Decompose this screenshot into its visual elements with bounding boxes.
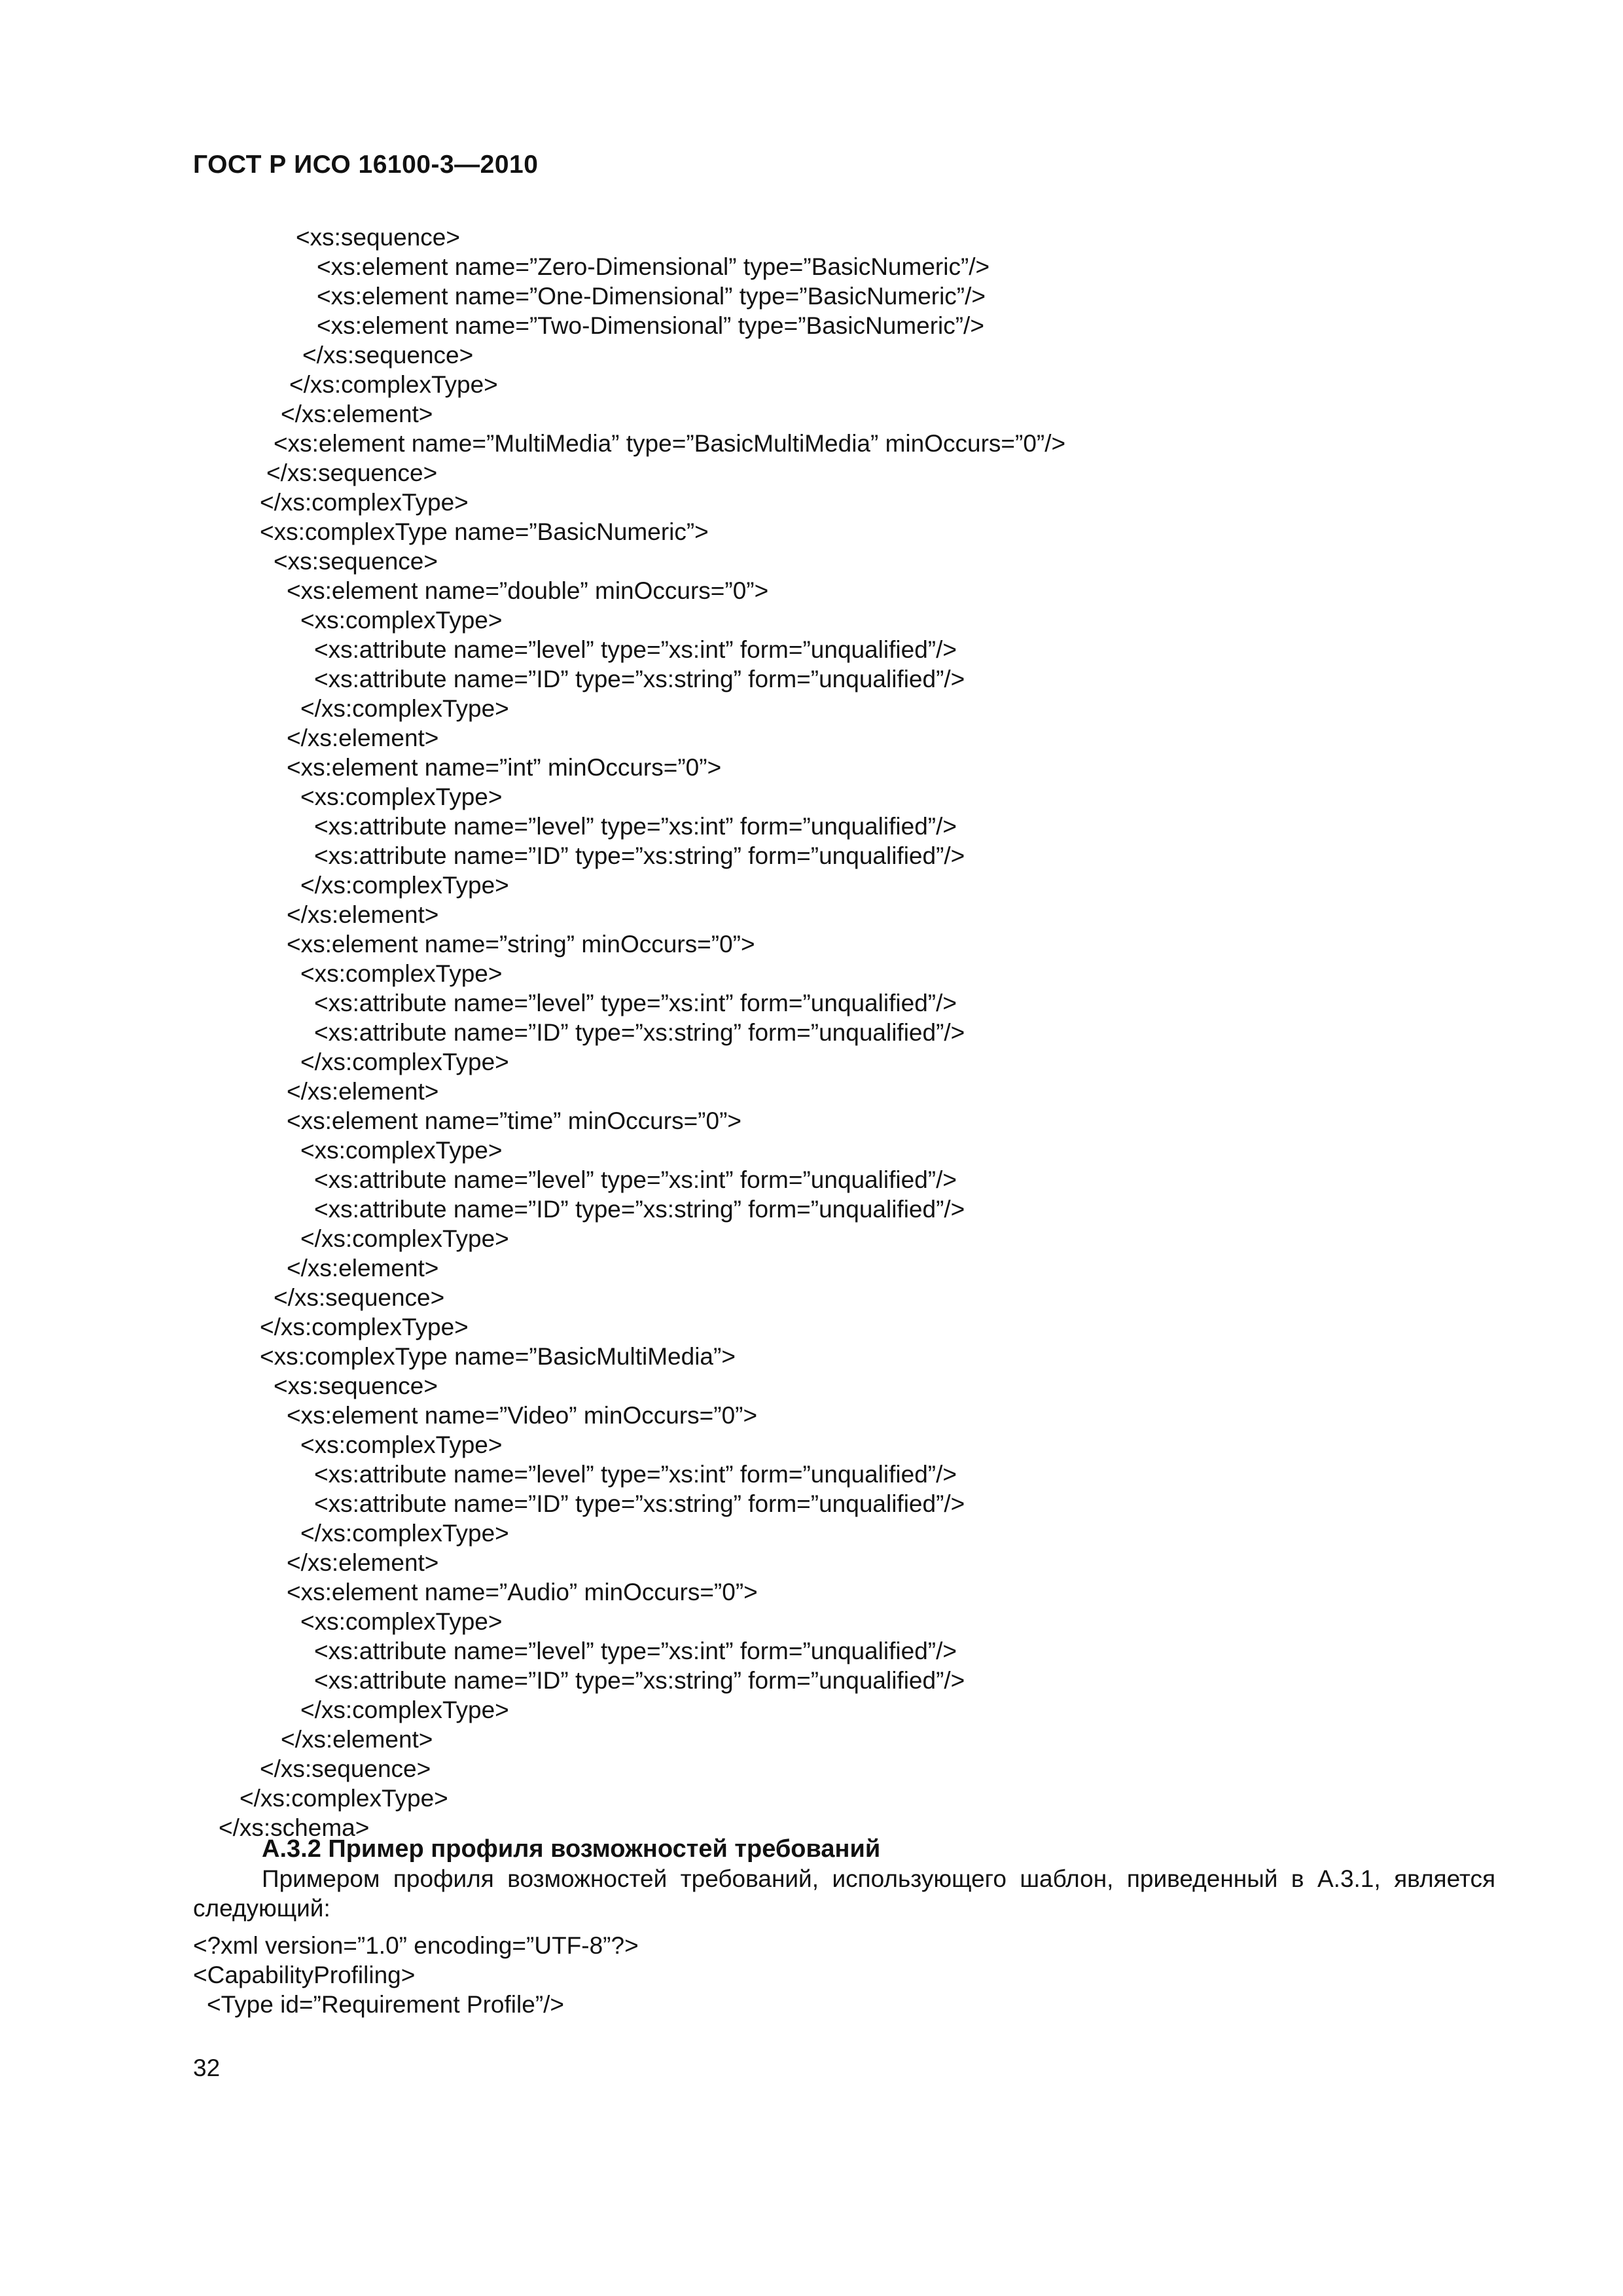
code-line: <xs:complexType> (300, 960, 503, 987)
code-line: <xs:element name=”Audio” minOccurs=”0”> (287, 1579, 758, 1605)
code-line: <xs:element name=”Zero-Dimensional” type=”BasicNumeric”/> (317, 253, 990, 280)
code-line: <xs:attribute name=”ID” type=”xs:string” form=”unqualified”/> (314, 1667, 965, 1694)
code-line: <xs:attribute name=”level” type=”xs:int” form=”unqualified”/> (314, 636, 957, 663)
page-number: 32 (193, 2054, 221, 2081)
code-line: <xs:complexType> (300, 1608, 503, 1635)
code-line: </xs:complexType> (300, 1225, 509, 1252)
code-line: </xs:element> (287, 901, 439, 928)
code-line: </xs:element> (281, 401, 433, 427)
code-line: </xs:sequence> (260, 1755, 431, 1782)
code-line: <xs:attribute name=”ID” type=”xs:string” form=”unqualified”/> (314, 1490, 965, 1517)
code-line: <xs:sequence> (274, 548, 438, 575)
code-line: <xs:attribute name=”level” type=”xs:int” form=”unqualified”/> (314, 990, 957, 1016)
code-line: <xs:complexType> (300, 607, 503, 634)
code-line: <CapabilityProfiling> (193, 1962, 416, 1988)
code-line: </xs:complexType> (260, 489, 469, 516)
code-line: </xs:complexType> (300, 1520, 509, 1547)
code-line: <xs:attribute name=”level” type=”xs:int” form=”unqualified”/> (314, 1638, 957, 1664)
code-line: <?xml version=”1.0” encoding=”UTF-8”?> (193, 1932, 639, 1959)
code-line: <xs:complexType> (300, 1137, 503, 1164)
code-line: </xs:sequence> (274, 1284, 445, 1311)
code-line: </xs:element> (281, 1726, 433, 1753)
code-line: <xs:complexType> (300, 1431, 503, 1458)
code-line: </xs:complexType> (300, 1049, 509, 1075)
code-line: <xs:element name=”MultiMedia” type=”BasicMultiMedia” minOccurs=”0”/> (274, 430, 1066, 457)
page-header-doc-code: ГОСТ Р ИСО 16100-3—2010 (193, 151, 539, 179)
code-line: </xs:element> (287, 1078, 439, 1105)
code-line: <xs:element name=”int” minOccurs=”0”> (287, 754, 722, 781)
code-line: </xs:sequence> (266, 459, 438, 486)
code-line: <xs:attribute name=”level” type=”xs:int” form=”unqualified”/> (314, 813, 957, 840)
code-line: </xs:complexType> (260, 1314, 469, 1340)
code-line: </xs:sequence> (302, 342, 474, 368)
code-line: <xs:attribute name=”level” type=”xs:int” form=”unqualified”/> (314, 1461, 957, 1488)
code-line: </xs:complexType> (289, 371, 498, 398)
code-line: </xs:complexType> (300, 1696, 509, 1723)
code-line: </xs:complexType> (300, 872, 509, 899)
code-line: </xs:element> (287, 1255, 439, 1282)
code-line: <xs:complexType name=”BasicMultiMedia”> (260, 1343, 736, 1370)
code-line: <xs:element name=”Two-Dimensional” type=”BasicNumeric”/> (317, 312, 984, 339)
code-line: <xs:element name=”Video” minOccurs=”0”> (287, 1402, 758, 1429)
code-line: <xs:complexType name=”BasicNumeric”> (260, 518, 709, 545)
code-line: </xs:element> (287, 1549, 439, 1576)
code-line: </xs:complexType> (300, 695, 509, 722)
code-line: <xs:attribute name=”ID” type=”xs:string” form=”unqualified”/> (314, 1019, 965, 1046)
code-line: <xs:element name=”One-Dimensional” type=”BasicNumeric”/> (317, 283, 986, 310)
code-line: <xs:sequence> (296, 224, 460, 251)
code-line: <xs:element name=”string” minOccurs=”0”> (287, 931, 755, 958)
code-line: </xs:schema> (219, 1814, 370, 1841)
code-line: <xs:attribute name=”ID” type=”xs:string” form=”unqualified”/> (314, 666, 965, 692)
code-line: </xs:element> (287, 725, 439, 751)
section-paragraph (193, 1864, 1495, 1923)
code-line: <xs:sequence> (274, 1372, 438, 1399)
code-line: <xs:attribute name=”ID” type=”xs:string” form=”unqualified”/> (314, 842, 965, 869)
code-line: <xs:complexType> (300, 783, 503, 810)
code-line: <xs:attribute name=”level” type=”xs:int” form=”unqualified”/> (314, 1166, 957, 1193)
code-line: <xs:element name=”double” minOccurs=”0”> (287, 577, 769, 604)
section-title: А.3.2 Пример профиля возможностей требований (262, 1835, 881, 1863)
section-paragraph-text: Примером профиля возможностей требований, использующего шаблон, приведенный в А.3.1, является следующий: (193, 1865, 1495, 1922)
code-line: <xs:attribute name=”ID” type=”xs:string” form=”unqualified”/> (314, 1196, 965, 1223)
code-line: <xs:element name=”time” minOccurs=”0”> (287, 1107, 742, 1134)
code-line: </xs:complexType> (240, 1785, 448, 1812)
code-line: <Type id=”Requirement Profile”/> (207, 1991, 565, 2018)
